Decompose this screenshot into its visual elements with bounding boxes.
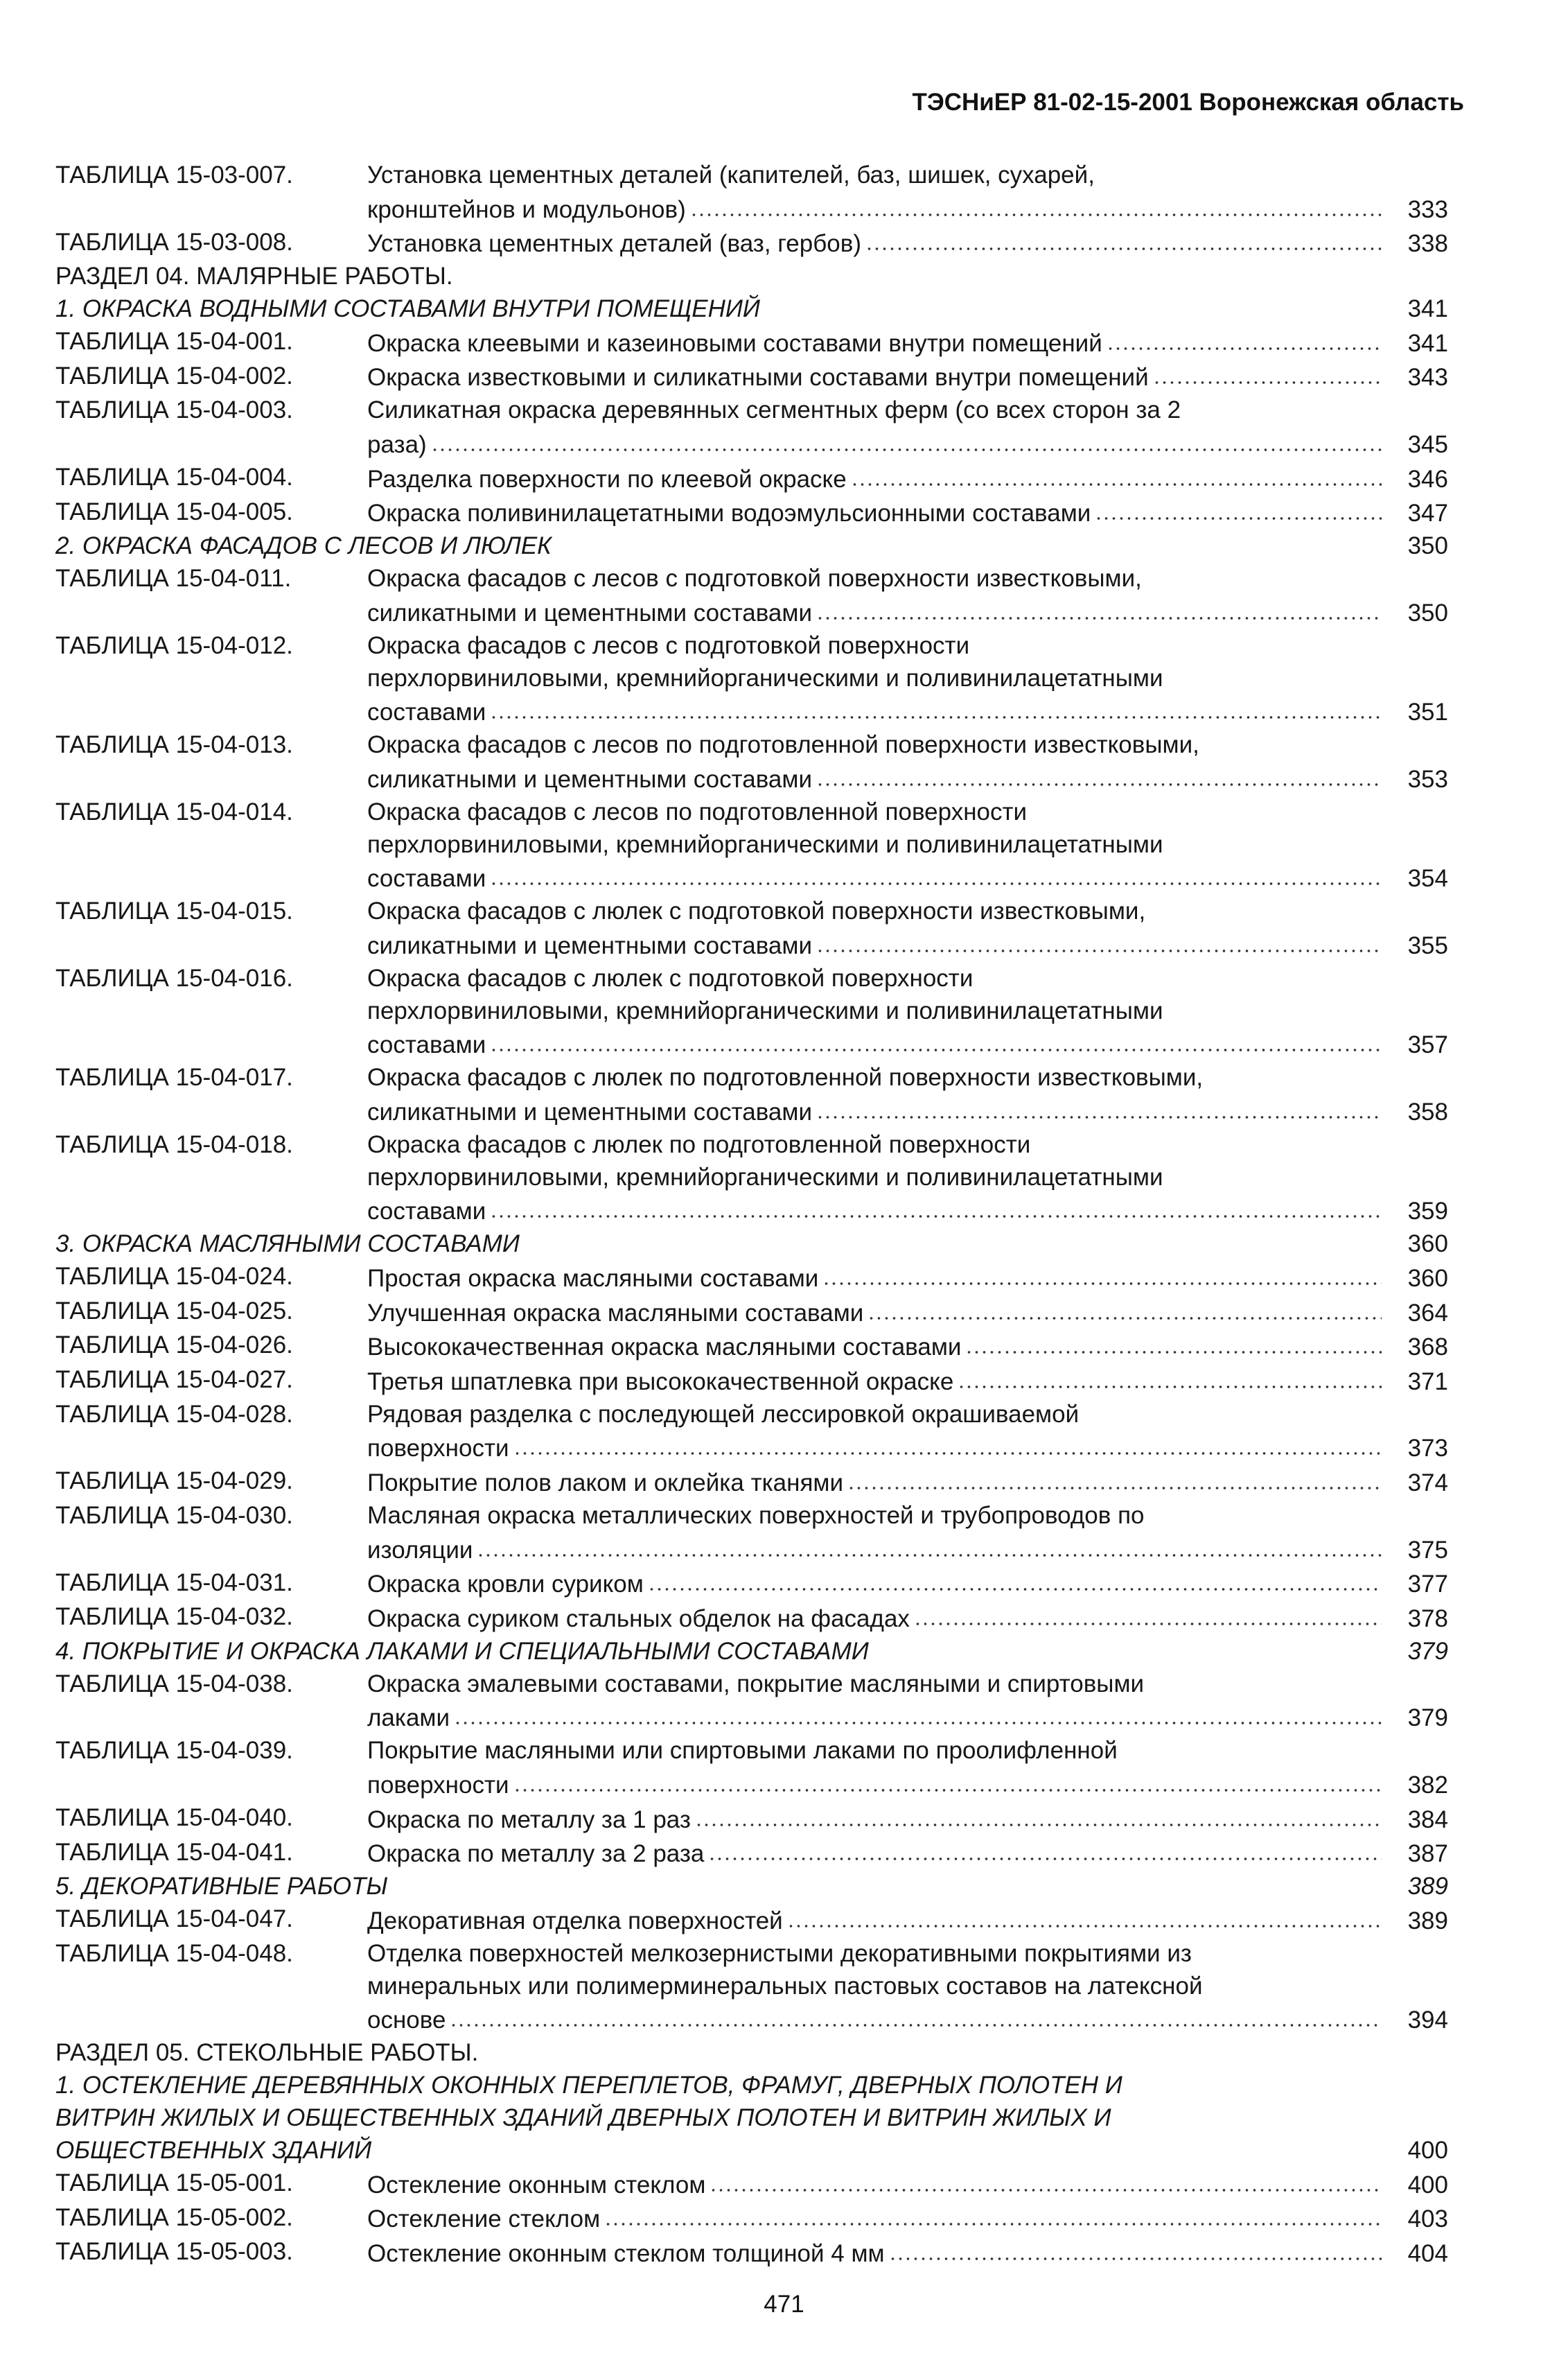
entry-title-line-last [367, 1601, 1448, 1636]
dot-leader [965, 1329, 1382, 1355]
toc-entry [55, 1938, 1448, 2037]
entry-title [367, 2167, 1448, 2202]
entry-title-line: Отделка поверхностей мелкозернистыми декоративными покрытиями из [367, 1939, 1192, 1967]
entry-title-line-last [367, 1767, 1448, 1802]
table-code: ТАБЛИЦА 15-04-038. [55, 1670, 293, 1697]
dot-leader [604, 2202, 1382, 2228]
entry-title [367, 227, 1448, 261]
entry-title-line-last [367, 227, 1448, 261]
entry-title-text: раза) [367, 431, 427, 458]
entry-title-text: Окраска по металлу за 2 раза [367, 1840, 705, 1868]
page-ref: 360 [1407, 1264, 1448, 1292]
table-code: ТАБЛИЦА 15-04-024. [55, 1263, 293, 1291]
entry-title-line-last [367, 1567, 1448, 1602]
entry-title-line: перхлорвиниловыми, кремнийорганическими и поливинилацетатными [367, 997, 1163, 1024]
entry-title-line: Окраска фасадов с лесов с подготовкой поверхности [367, 631, 970, 659]
toc-entry [55, 895, 1448, 963]
entry-title-text: Установка цементных деталей (ваз, гербов) [367, 230, 861, 258]
toc-entry [55, 1465, 1448, 1500]
page-ref: 350 [1407, 532, 1448, 560]
subsection-title: 3. ОКРАСКА МАСЛЯНЫМИ СОСТАВАМИ [55, 1230, 520, 1258]
table-code: ТАБЛИЦА 15-04-029. [55, 1467, 293, 1495]
entry-title-text: изоляции [367, 1536, 473, 1564]
page-ref: 341 [1407, 329, 1448, 357]
entry-title-text: основе [367, 2007, 446, 2034]
table-code: ТАБЛИЦА 15-04-012. [55, 631, 293, 659]
entry-title-text: Окраска известковыми и силикатными составами внутри помещений [367, 364, 1149, 392]
page-ref: 378 [1407, 1605, 1448, 1632]
entry-title [367, 1261, 1448, 1295]
entry-title-line: Окраска фасадов с люлек с подготовкой поверхности [367, 964, 974, 992]
table-code: ТАБЛИЦА 15-05-001. [55, 2169, 293, 2196]
document-header: ТЭСНиЕР 81-02-15-2001 Воронежская область [912, 89, 1464, 116]
section-heading: РАЗДЕЛ 05. СТЕКОЛЬНЫЕ РАБОТЫ. [55, 2039, 479, 2067]
entry-title-line-last [367, 595, 1448, 630]
dot-leader [851, 462, 1382, 487]
toc-entry [55, 1567, 1448, 1602]
entry-title-text: Остекление оконным стеклом [367, 2171, 706, 2199]
entry-title-line-last [367, 862, 1448, 896]
toc-entry [55, 1903, 1448, 1938]
entry-title-line-last [367, 1364, 1448, 1399]
page-ref: 404 [1407, 2239, 1448, 2267]
subsection-heading [55, 1636, 1448, 1668]
page-ref: 355 [1407, 932, 1448, 959]
entry-title [367, 1399, 1448, 1466]
page-ref: 403 [1407, 2205, 1448, 2233]
table-code: ТАБЛИЦА 15-04-014. [55, 798, 293, 825]
entry-title-text: силикатными и цементными составами [367, 1098, 812, 1126]
table-code: ТАБЛИЦА 15-04-015. [55, 898, 293, 925]
entry-title-text: Простая окраска масляными составами [367, 1264, 819, 1292]
subsection-heading-line [55, 2135, 1448, 2167]
page-ref: 371 [1407, 1367, 1448, 1395]
entry-title-line-last [367, 360, 1448, 395]
entry-title [367, 159, 1448, 227]
toc-entry [55, 630, 1448, 729]
entry-title-text: Покрытие полов лаком и оклейка тканями [367, 1469, 844, 1497]
entry-title-line-last [367, 1802, 1448, 1837]
dot-leader [513, 1431, 1382, 1457]
toc-entry [55, 1802, 1448, 1837]
entry-title-line: Окраска фасадов с лесов с подготовкой поверхности известковыми, [367, 565, 1142, 593]
entry-title-text: Декоративная отделка поверхностей [367, 1907, 783, 1934]
entry-title-line: Масляная окраска металлических поверхностей и трубопроводов по [367, 1502, 1145, 1529]
entry-title-line-last [367, 1431, 1448, 1466]
page-ref: 338 [1407, 230, 1448, 258]
entry-title-line-last [367, 2236, 1448, 2271]
entry-title-line-last [367, 1028, 1448, 1063]
table-code: ТАБЛИЦА 15-04-025. [55, 1297, 293, 1325]
entry-title [367, 1938, 1448, 2037]
dot-leader [867, 1295, 1382, 1321]
entry-title-text: Улучшенная окраска масляными составами [367, 1299, 864, 1327]
dot-leader [1153, 360, 1382, 386]
entry-title [367, 1364, 1448, 1399]
subsection-heading [55, 1871, 1448, 1903]
entry-title-text: поверхности [367, 1435, 509, 1462]
toc-entry [55, 496, 1448, 531]
entry-title [367, 1567, 1448, 1602]
page-ref: 379 [1407, 1637, 1448, 1665]
page-ref: 373 [1407, 1435, 1448, 1462]
entry-title-text: Третья шпатлевка при высококачественной окраске [367, 1367, 954, 1395]
entry-title-line-last [367, 462, 1448, 496]
table-of-contents [55, 159, 1448, 2271]
toc-entry [55, 2202, 1448, 2237]
dot-leader [513, 1767, 1382, 1793]
entry-title-line: Окраска фасадов с люлек по подготовленной поверхности известковыми, [367, 1064, 1204, 1092]
dot-leader [490, 695, 1382, 721]
entry-title [367, 1295, 1448, 1330]
entry-title [367, 1735, 1448, 1802]
entry-title-line: минеральных или полимерминеральных пастовых составов на латексной [367, 1972, 1203, 2000]
table-code: ТАБЛИЦА 15-04-003. [55, 396, 293, 424]
toc-entry [55, 2236, 1448, 2271]
page-ref: 375 [1407, 1536, 1448, 1564]
dot-leader [490, 1194, 1382, 1220]
page-ref: 364 [1407, 1299, 1448, 1327]
dot-leader [1107, 326, 1382, 351]
dot-leader [454, 1701, 1382, 1727]
dot-leader [958, 1364, 1382, 1390]
table-code: ТАБЛИЦА 15-04-048. [55, 1939, 293, 1967]
toc-entry [55, 1837, 1448, 1871]
table-code: ТАБЛИЦА 15-04-032. [55, 1603, 293, 1631]
entry-title-text: поверхности [367, 1772, 509, 1799]
entry-title-text: силикатными и цементными составами [367, 599, 812, 627]
toc-entry [55, 1500, 1448, 1567]
entry-title-line-last [367, 1194, 1448, 1229]
subsection-title: 5. ДЕКОРАТИВНЫЕ РАБОТЫ [55, 1873, 388, 1900]
entry-title [367, 1601, 1448, 1636]
page-ref: 389 [1407, 1907, 1448, 1934]
page-ref: 341 [1407, 295, 1448, 323]
toc-entry [55, 729, 1448, 796]
entry-title [367, 1062, 1448, 1129]
entry-title-line-last [367, 1903, 1448, 1938]
dot-leader [822, 1261, 1382, 1286]
entry-title-line: перхлорвиниловыми, кремнийорганическими и поливинилацетатными [367, 664, 1163, 692]
toc-entry [55, 796, 1448, 895]
entry-title-line-last [367, 2003, 1448, 2038]
toc-entry [55, 1399, 1448, 1466]
entry-title-line-last [367, 1837, 1448, 1871]
page-ref: 346 [1407, 465, 1448, 493]
entry-title-text: кронштейнов и модульонов) [367, 195, 686, 223]
entry-title-line: перхлорвиниловыми, кремнийорганическими и поливинилацетатными [367, 830, 1163, 858]
dot-leader [816, 928, 1382, 954]
dot-leader [816, 595, 1382, 621]
table-code: ТАБЛИЦА 15-04-040. [55, 1803, 293, 1831]
page-ref: 357 [1407, 1031, 1448, 1059]
page-ref: 374 [1407, 1469, 1448, 1497]
page-ref: 353 [1407, 765, 1448, 793]
toc-entry [55, 159, 1448, 227]
entry-title-line: Окраска фасадов с лесов по подготовленной поверхности [367, 798, 1028, 825]
toc-entry [55, 394, 1448, 462]
toc-entry [55, 1129, 1448, 1228]
toc-entry [55, 1261, 1448, 1295]
entry-title [367, 360, 1448, 395]
entry-title-line-last [367, 1094, 1448, 1129]
entry-title-line-last [367, 326, 1448, 360]
entry-title-text: силикатными и цементными составами [367, 765, 812, 793]
entry-title-text: составами [367, 1031, 486, 1059]
entry-title-line-last [367, 1261, 1448, 1295]
entry-title-text: лаками [367, 1704, 450, 1732]
table-code: ТАБЛИЦА 15-04-027. [55, 1366, 293, 1394]
entry-title [367, 2236, 1448, 2271]
page-ref: 350 [1407, 599, 1448, 627]
dot-leader [914, 1601, 1382, 1627]
entry-title [367, 963, 1448, 1062]
entry-title-text: составами [367, 1198, 486, 1225]
table-code: ТАБЛИЦА 15-05-003. [55, 2238, 293, 2266]
entry-title-text: Окраска кровли суриком [367, 1571, 644, 1598]
entry-title-line-last [367, 1465, 1448, 1500]
page-ref: 343 [1407, 364, 1448, 392]
toc-entry [55, 1329, 1448, 1364]
entry-title-line: перхлорвиниловыми, кремнийорганическими и поливинилацетатными [367, 1163, 1163, 1191]
table-code: ТАБЛИЦА 15-04-002. [55, 362, 293, 390]
entry-title-line-last [367, 2202, 1448, 2237]
dot-leader [477, 1532, 1382, 1558]
entry-title [367, 630, 1448, 729]
dot-leader [865, 227, 1382, 252]
entry-title [367, 394, 1448, 462]
dot-leader [708, 1837, 1382, 1862]
entry-title-text: составами [367, 865, 486, 893]
table-code: ТАБЛИЦА 15-04-018. [55, 1130, 293, 1158]
entry-title-text: Окраска суриком стальных обделок на фасадах [367, 1605, 910, 1632]
entry-title [367, 1802, 1448, 1837]
page-ref: 384 [1407, 1806, 1448, 1833]
subsection-title: 1. ОСТЕКЛЕНИЕ ДЕРЕВЯННЫХ ОКОННЫХ ПЕРЕПЛЕТОВ, ФРАМУГ, ДВЕРНЫХ ПОЛОТЕН И [55, 2072, 1122, 2099]
page-ref: 394 [1407, 2007, 1448, 2034]
entry-title-line: Окраска фасадов с лесов по подготовленной поверхности известковыми, [367, 731, 1199, 759]
table-code: ТАБЛИЦА 15-04-026. [55, 1331, 293, 1359]
entry-title-line: Рядовая разделка с последующей лессировкой окрашиваемой [367, 1400, 1080, 1428]
entry-title [367, 462, 1448, 496]
entry-title-line-last [367, 928, 1448, 963]
dot-leader [490, 862, 1382, 887]
dot-leader [431, 427, 1382, 453]
dot-leader [889, 2236, 1382, 2262]
toc-entry [55, 326, 1448, 360]
toc-entry [55, 563, 1448, 630]
toc-entry [55, 1601, 1448, 1636]
table-code: ТАБЛИЦА 15-04-017. [55, 1064, 293, 1092]
subsection-title: ОБЩЕСТВЕННЫХ ЗДАНИЙ [55, 2136, 372, 2164]
dot-leader [816, 762, 1382, 787]
entry-title [367, 326, 1448, 360]
subsection-title: ВИТРИН ЖИЛЫХ И ОБЩЕСТВЕННЫХ ЗДАНИЙ ДВЕРНЫХ ПОЛОТЕН И ВИТРИН ЖИЛЫХ И [55, 2104, 1111, 2132]
toc-entry [55, 1668, 1448, 1736]
entry-title [367, 1129, 1448, 1228]
subsection-title: 1. ОКРАСКА ВОДНЫМИ СОСТАВАМИ ВНУТРИ ПОМЕЩЕНИЙ [55, 295, 760, 323]
entry-title [367, 1329, 1448, 1364]
toc-entry [55, 1735, 1448, 1802]
table-code: ТАБЛИЦА 15-04-004. [55, 463, 293, 491]
page-ref: 382 [1407, 1772, 1448, 1799]
table-code: ТАБЛИЦА 15-03-008. [55, 228, 293, 256]
subsection-heading [55, 530, 1448, 563]
section-heading: РАЗДЕЛ 04. МАЛЯРНЫЕ РАБОТЫ. [55, 263, 453, 290]
toc-entry [55, 1295, 1448, 1330]
entry-title [367, 563, 1448, 630]
dot-leader [710, 2167, 1382, 2193]
page-ref: 368 [1407, 1334, 1448, 1361]
entry-title-line: Окраска фасадов с люлек с подготовкой поверхности известковыми, [367, 898, 1146, 925]
toc-entry [55, 1062, 1448, 1129]
entry-title-line-last [367, 762, 1448, 796]
entry-title [367, 496, 1448, 531]
page-ref: 377 [1407, 1571, 1448, 1598]
page-ref: 347 [1407, 500, 1448, 527]
entry-title [367, 796, 1448, 895]
entry-title-line: Установка цементных деталей (капителей, баз, шишек, сухарей, [367, 161, 1095, 189]
table-code: ТАБЛИЦА 15-04-005. [55, 498, 293, 525]
table-code: ТАБЛИЦА 15-04-028. [55, 1400, 293, 1428]
entry-title-text: Окраска по металлу за 1 раз [367, 1806, 691, 1833]
entry-title [367, 1465, 1448, 1500]
table-code: ТАБЛИЦА 15-05-002. [55, 2203, 293, 2231]
table-code: ТАБЛИЦА 15-04-030. [55, 1502, 293, 1529]
page-ref: 333 [1407, 195, 1448, 223]
entry-title [367, 1500, 1448, 1567]
page-ref: 351 [1407, 699, 1448, 726]
entry-title-line-last [367, 695, 1448, 730]
entry-title-text: Окраска поливинилацетатными водоэмульсионными составами [367, 500, 1091, 527]
entry-title-text: Остекление оконным стеклом толщиной 4 мм [367, 2239, 885, 2267]
subsection-heading-line [55, 2070, 1448, 2102]
table-code: ТАБЛИЦА 15-04-013. [55, 731, 293, 759]
entry-title-text: Высококачественная окраска масляными составами [367, 1334, 962, 1361]
page-ref: 400 [1407, 2171, 1448, 2199]
page-ref: 354 [1407, 865, 1448, 893]
dot-leader [787, 1903, 1382, 1929]
page-ref: 360 [1407, 1230, 1448, 1258]
page-ref: 345 [1407, 431, 1448, 458]
toc-entry [55, 360, 1448, 395]
entry-title [367, 895, 1448, 963]
dot-leader [490, 1028, 1382, 1054]
entry-title-line-last [367, 496, 1448, 531]
entry-title [367, 1903, 1448, 1938]
page-ref: 387 [1407, 1840, 1448, 1868]
entry-title-line-last [367, 427, 1448, 462]
entry-title-line-last [367, 1295, 1448, 1330]
dot-leader [695, 1802, 1382, 1828]
dot-leader [816, 1094, 1382, 1120]
toc-entry [55, 1364, 1448, 1399]
dot-leader [690, 192, 1382, 218]
page-number: 471 [764, 2291, 804, 2318]
page-ref: 358 [1407, 1098, 1448, 1126]
dot-leader [1095, 496, 1382, 522]
table-code: ТАБЛИЦА 15-04-011. [55, 565, 292, 593]
table-code: ТАБЛИЦА 15-04-001. [55, 328, 293, 356]
entry-title-line: Силикатная окраска деревянных сегментных ферм (со всех сторон за 2 [367, 396, 1181, 424]
page-ref: 379 [1407, 1704, 1448, 1732]
entry-title-line: Окраска эмалевыми составами, покрытие масляными и спиртовыми [367, 1670, 1145, 1697]
table-code: ТАБЛИЦА 15-04-039. [55, 1737, 293, 1765]
page-ref: 400 [1407, 2136, 1448, 2164]
entry-title [367, 1668, 1448, 1736]
entry-title-text: составами [367, 699, 486, 726]
dot-leader [450, 2003, 1382, 2029]
entry-title [367, 729, 1448, 796]
dot-leader [847, 1465, 1382, 1491]
subsection-heading [55, 1228, 1448, 1261]
entry-title-text: силикатными и цементными составами [367, 932, 812, 959]
entry-title-text: Окраска клеевыми и казеиновыми составами внутри помещений [367, 329, 1102, 357]
entry-title-text: Остекление стеклом [367, 2205, 601, 2233]
entry-title-line: Покрытие масляными или спиртовыми лаками по проолифленной [367, 1737, 1118, 1765]
toc-entry [55, 227, 1448, 261]
toc-entry [55, 2167, 1448, 2202]
toc-entry [55, 963, 1448, 1062]
subsection-title: 2. ОКРАСКА ФАСАДОВ С ЛЕСОВ И ЛЮЛЕК [55, 532, 552, 560]
subsection-heading-line [55, 2102, 1448, 2135]
page-ref: 389 [1407, 1873, 1448, 1900]
entry-title-line-last [367, 1329, 1448, 1364]
entry-title-line: Окраска фасадов с люлек по подготовленной поверхности [367, 1130, 1031, 1158]
table-code: ТАБЛИЦА 15-03-007. [55, 161, 293, 189]
dot-leader [648, 1567, 1382, 1593]
entry-title-line-last [367, 1701, 1448, 1736]
toc-entry [55, 462, 1448, 496]
table-code: ТАБЛИЦА 15-04-016. [55, 964, 293, 992]
subsection-heading [55, 293, 1448, 326]
entry-title-line-last [367, 1532, 1448, 1567]
subsection-title: 4. ПОКРЫТИЕ И ОКРАСКА ЛАКАМИ И СПЕЦИАЛЬНЫМИ СОСТАВАМИ [55, 1637, 869, 1665]
table-code: ТАБЛИЦА 15-04-041. [55, 1838, 293, 1866]
entry-title [367, 2202, 1448, 2237]
table-code: ТАБЛИЦА 15-04-047. [55, 1905, 293, 1933]
table-code: ТАБЛИЦА 15-04-031. [55, 1568, 293, 1596]
entry-title-line-last [367, 192, 1448, 227]
entry-title-text: Разделка поверхности по клеевой окраске [367, 465, 847, 493]
entry-title [367, 1837, 1448, 1871]
page-ref: 359 [1407, 1198, 1448, 1225]
entry-title-line-last [367, 2167, 1448, 2202]
